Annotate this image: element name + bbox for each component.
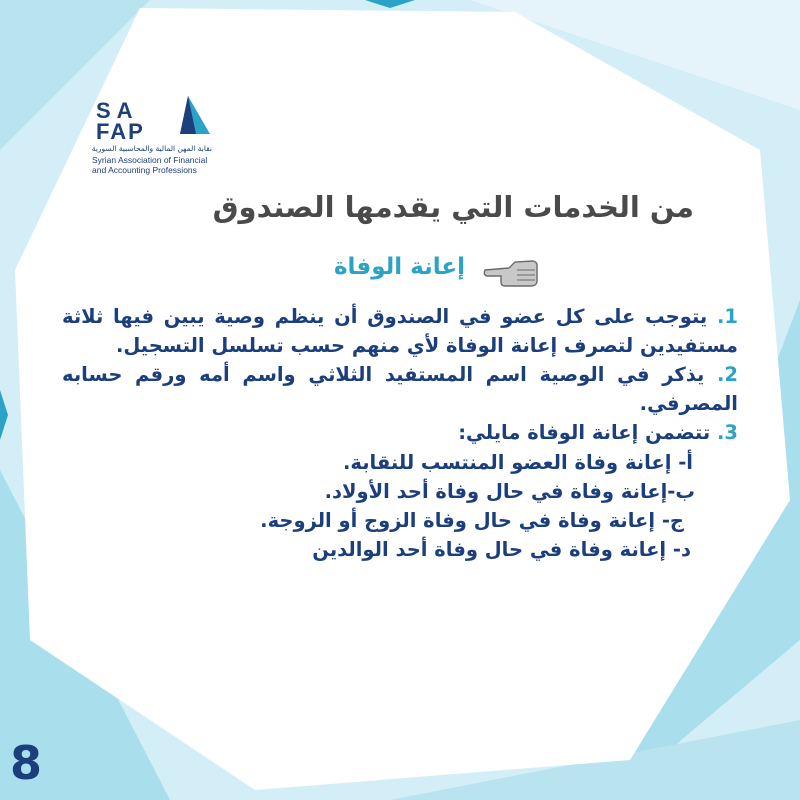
item-text: تتضمن إعانة الوفاة مايلي:	[458, 421, 711, 444]
logo-english-line-2: and Accounting Professions	[92, 165, 197, 175]
pointing-hand-icon	[483, 256, 539, 288]
section-heading	[300, 252, 545, 292]
page-number: 8	[10, 736, 43, 790]
logo-english-line-1: Syrian Association of Financial	[92, 155, 208, 165]
item-number: 2.	[717, 363, 738, 386]
sub-list-item: د- إعانة وفاة في حال وفاة أحد الوالدين	[312, 538, 691, 561]
logo-letters-top: SA	[96, 98, 139, 123]
item-number: 3.	[717, 421, 738, 444]
logo-english-name	[92, 155, 222, 175]
sub-list	[62, 448, 693, 564]
content-body	[62, 302, 738, 564]
list-item	[62, 418, 738, 447]
sub-list-item: أ- إعانة وفاة العضو المنتسب للنقابة.	[342, 451, 693, 474]
list-item	[62, 360, 738, 418]
section-subtitle: إعانة الوفاة	[333, 254, 465, 280]
logo-arabic-name: نقابة المهن المالية والمحاسبية السورية	[91, 144, 212, 153]
page-title: من الخدمات التي يقدمها الصندوق	[212, 190, 694, 224]
logo-letters-bottom: FAP	[96, 119, 145, 144]
item-text: يذكر في الوصية اسم المستفيد الثلاثي واسم أمه ورقم حسابه المصرفي.	[62, 363, 738, 415]
item-number: 1.	[717, 305, 738, 328]
item-text: يتوجب على كل عضو في الصندوق أن ينظم وصية يبين فيها ثلاثة مستفيدين لتصرف إعانة الوفاة لأي منهم حسب تسلسل التسجيل.	[62, 305, 738, 357]
sub-list-item: ب-إعانة وفاة في حال وفاة أحد الأولاد.	[324, 480, 695, 503]
list-item	[62, 302, 738, 360]
sub-list-item: ج- إعانة وفاة في حال وفاة الزوج أو الزوجة.	[260, 509, 684, 532]
